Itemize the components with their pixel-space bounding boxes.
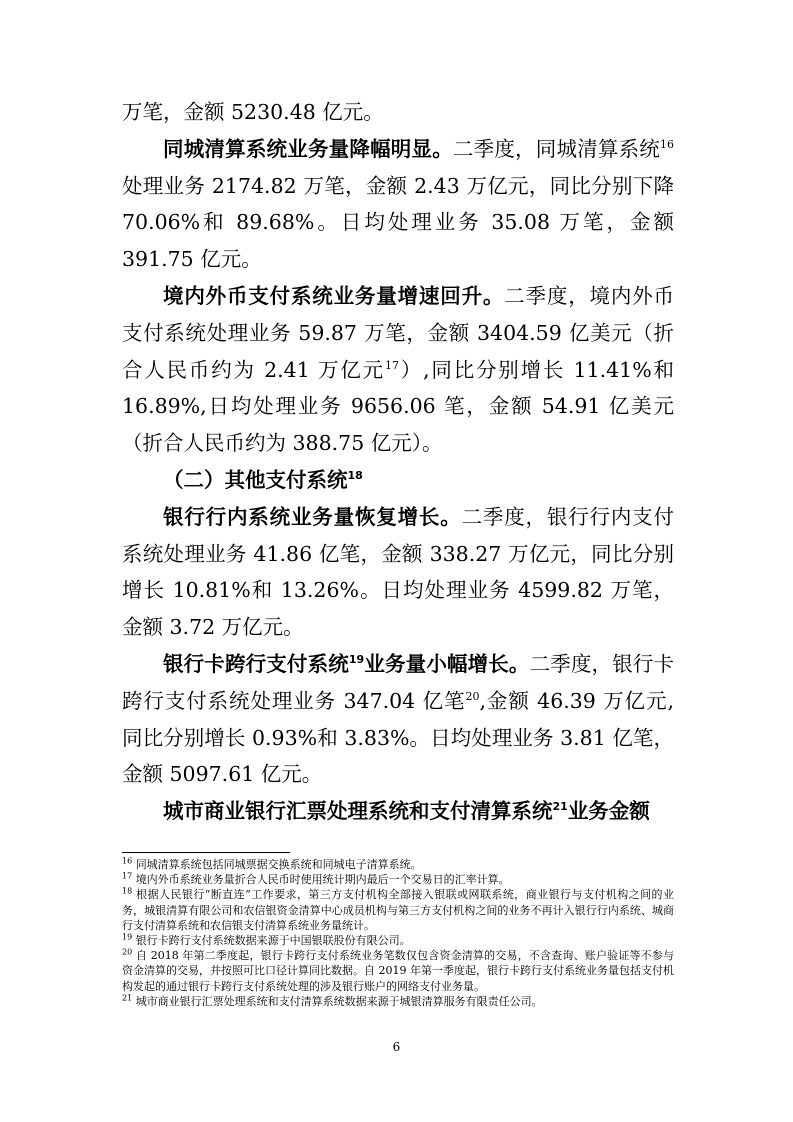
footnote-ref: 16: [660, 137, 675, 151]
footnote-number: 19: [122, 932, 133, 942]
footnote-ref: 20: [465, 689, 480, 703]
paragraph-heading: 银行卡跨行支付系统: [163, 651, 349, 676]
paragraph-same-city-clearing: [122, 131, 674, 278]
paragraph-heading: 同城清算系统业务量降幅明显。: [163, 136, 453, 161]
paragraph-continuation: [122, 94, 674, 131]
footnote-number: 20: [122, 947, 133, 957]
footnote-number: 18: [122, 886, 133, 896]
section-heading: [122, 462, 674, 499]
footnote-text: 城市商业银行汇票处理系统和支付清算系统数据来源于城银清算服务有限责任公司。: [135, 994, 543, 1008]
footnote-item: [122, 887, 674, 933]
footnote-text: 自 2018 年第二季度起，银行卡跨行支付系统业务笔数仅包含资金清算的交易，不含查询、账户验证等不参与资金清算的交易，并按照可比口径计算同比数据。自 2019 年第一季度起，银行卡跨行支付系统业务量包括支付机构发起的通过银行卡跨行支付系统处理的涉及银行账户的网络支付业务量。: [122, 949, 675, 993]
footnote-ref: 21: [552, 800, 568, 814]
section-title: （二）其他支付系统: [163, 467, 348, 492]
footnote-ref: 17: [384, 358, 399, 372]
footnote-item: [122, 857, 674, 872]
footnote-text: 根据人民银行“断直连”工作要求，第三方支付机构全部接入银联或网联系统，商业银行与支付机构之间的业务，城银清算有限公司和农信银资金清算中心成员机构与第三方支付机构之间的业务不再计入银行行内系统、城商行支付清算系统和农信银支付清算系统业务量统计。: [122, 888, 674, 932]
page-number: 6: [392, 1040, 401, 1054]
footnote-ref: 18: [347, 469, 363, 483]
paragraph-text: 处理业务 2174.82 万笔，金额 2.43 万亿元，同比分别下降 70.06%和 89.68%。日均处理业务 35.08 万笔，金额 391.75 亿元。: [122, 173, 674, 272]
paragraph-text: 二季度，银行卡跨行支付系统处理业务 347.04 亿笔: [122, 651, 675, 713]
paragraph-text: 万笔，金额 5230.48 亿元。: [122, 100, 384, 124]
paragraph-heading: 业务金额: [567, 799, 650, 824]
paragraph-heading: 城市商业银行汇票处理系统和支付清算系统: [163, 799, 553, 824]
footnote-item: [122, 994, 674, 1009]
footnote-text: 同城清算系统包括同城票据交换系统和同城电子清算系统。: [135, 858, 422, 871]
paragraph-bank-card: [122, 646, 674, 793]
paragraph-heading: 境内外币支付系统业务量增速回升。: [163, 283, 505, 308]
footnote-number: 21: [122, 993, 133, 1003]
paragraph-text: 二季度，境内外币支付系统处理业务 59.87 万笔，金额 3404.59 亿美元（折合人民币约为 2.41 万亿元: [122, 283, 675, 382]
paragraph-heading: 银行行内系统业务量恢复增长。: [163, 504, 462, 529]
footnote-item: [122, 948, 674, 994]
footnote-text: 银行卡跨行支付系统数据来源于中国银联股份有限公司。: [135, 934, 411, 948]
footnote-number: 17: [122, 871, 133, 881]
footnotes: [122, 857, 674, 1009]
paragraph-bank-internal: [122, 499, 674, 646]
footnote-ref: 19: [348, 653, 365, 667]
paragraph-foreign-currency: [122, 278, 674, 462]
footnote-item: [122, 872, 674, 887]
paragraph-heading: 业务量小幅增长。: [364, 651, 530, 676]
paragraph-text: ,金额 46.39 万亿元,同比分别增长 0.93%和 3.83%。日均处理业务 3.81 亿笔，金额 5097.61 亿元。: [122, 688, 674, 787]
main-text: [122, 94, 674, 830]
footnote-number: 16: [122, 856, 133, 866]
paragraph-text: ）,同比分别增长 11.41%和 16.89%,日均处理业务 9656.06 笔，金额 54.91 亿美元（折合人民币约为 388.75 亿元）。: [122, 357, 674, 456]
paragraph-text: 二季度，同城清算系统: [452, 136, 661, 161]
paragraph-text: 二季度，银行行内支付系统处理业务 41.86 亿笔，金额 338.27 万亿元，同比分别增长 10.81%和 13.26%。日均处理业务 4599.82 万笔，金额 3.72 万亿元。: [122, 504, 675, 640]
footnote-text: 境内外币系统业务量折合人民币时使用统计期内最后一个交易日的汇率计算。: [135, 873, 510, 887]
footnote-item: [122, 933, 674, 948]
paragraph-city-commercial: [122, 793, 674, 830]
footnote-divider: [122, 852, 290, 853]
